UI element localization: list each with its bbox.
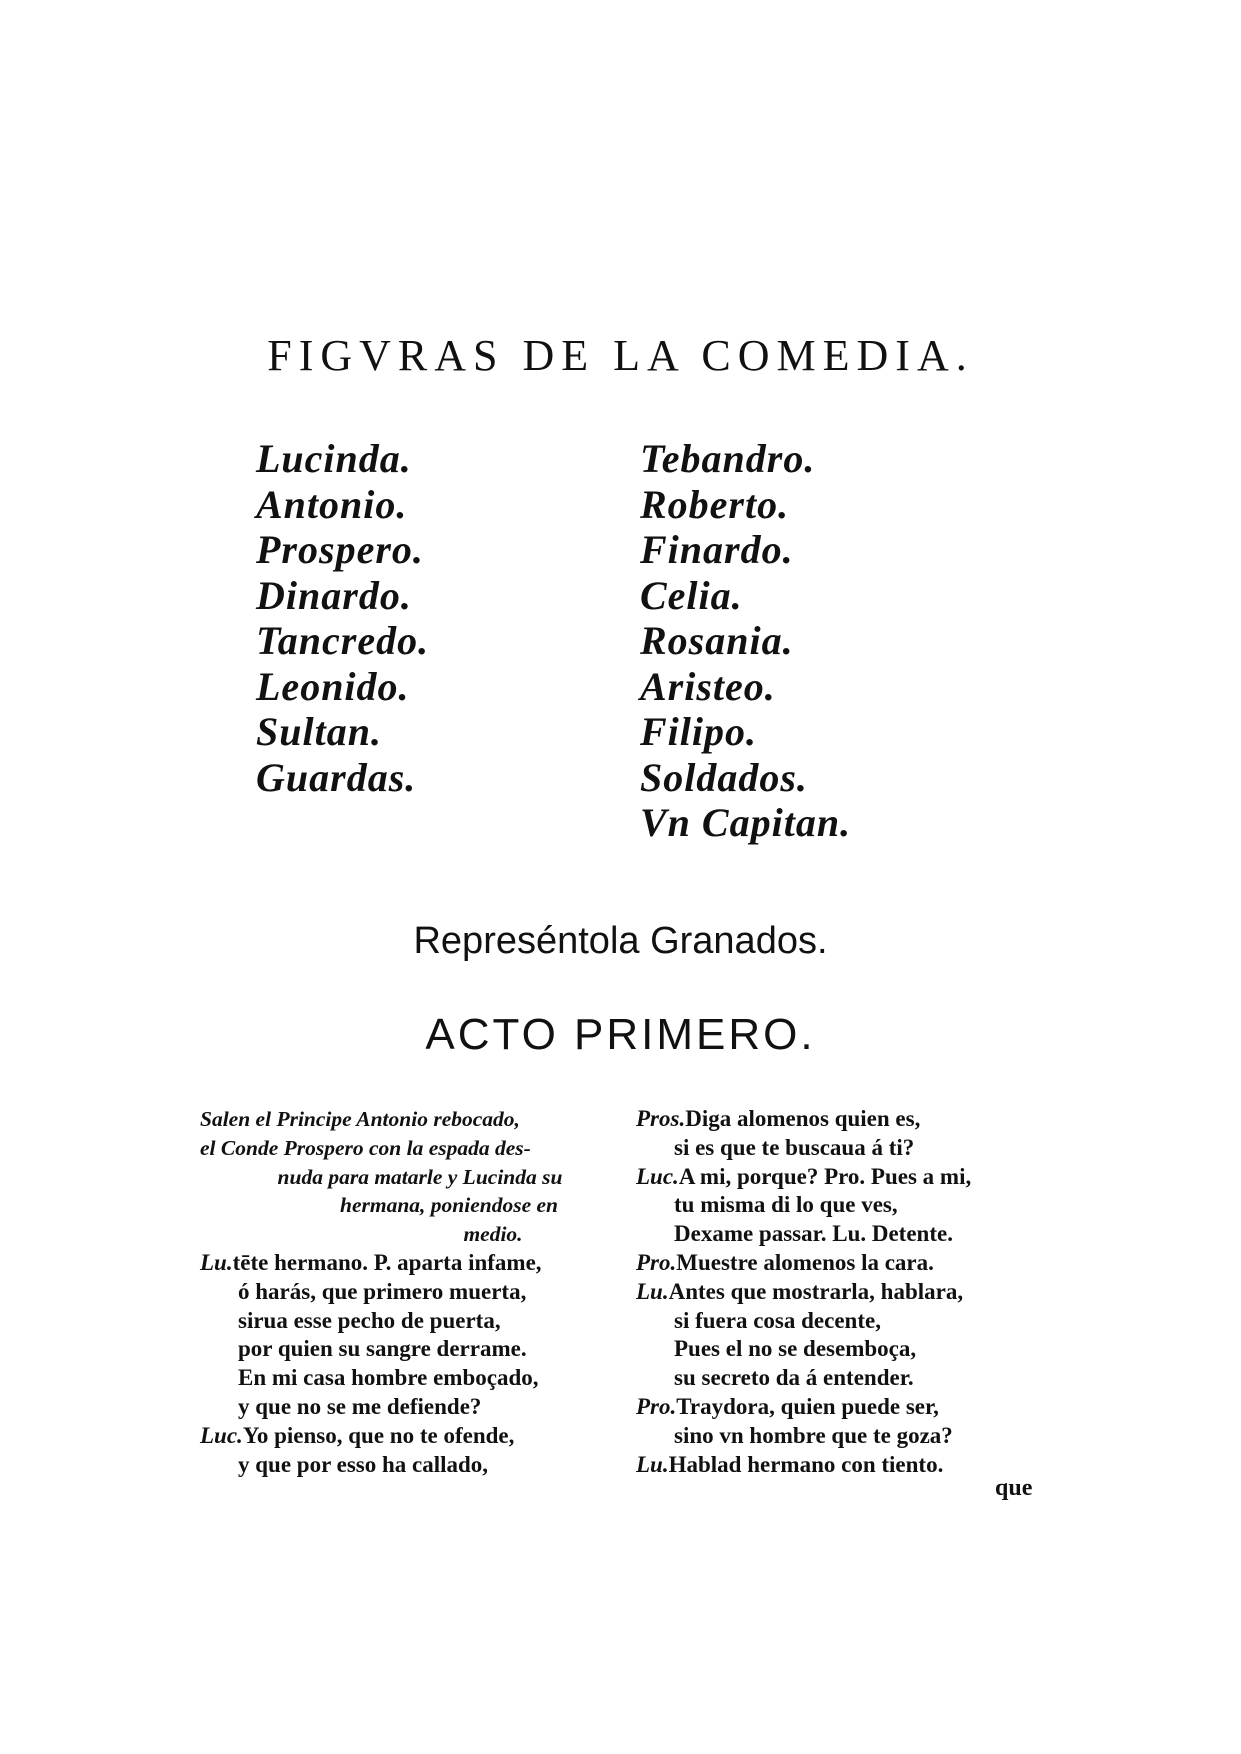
verse-line <box>636 1422 1056 1451</box>
cast-member: Tancredo. <box>256 618 430 663</box>
verse-text: sirua esse pecho de puerta, <box>238 1307 501 1333</box>
cast-member: Leonido. <box>256 663 410 709</box>
verse-text: sino vn hombre que te goza? <box>674 1422 953 1448</box>
verse-line <box>636 1191 1056 1220</box>
cast-member: Guardas. <box>256 754 417 800</box>
speaker-tag: Pro. <box>636 1249 677 1275</box>
stage-direction-line: hermana, poniendose en <box>339 1193 558 1218</box>
text-column-left <box>200 1105 610 1479</box>
cast-member: Antonio. <box>256 481 408 527</box>
verse-text: Traydora, quien puede ser, <box>676 1393 939 1419</box>
stage-direction <box>200 1105 610 1249</box>
cast-list-right <box>640 436 851 846</box>
cast-member: Vn Capitan. <box>640 800 852 845</box>
cast-list-left <box>256 436 429 800</box>
speaker-tag: Pros. <box>636 1106 686 1131</box>
verse-line <box>636 1278 1056 1307</box>
speaker-tag: Lu. <box>636 1278 669 1304</box>
verse-text: su secreto da á entender. <box>674 1365 914 1391</box>
cast-member: Aristeo. <box>640 663 776 709</box>
verse-text: A mi, porque? Pro. Pues a mi, <box>678 1163 972 1189</box>
stage-direction-line: nuda para matarle y Lucinda su <box>277 1164 563 1189</box>
verse-text: Pues el no se desemboça, <box>674 1336 917 1362</box>
stage-direction-line: medio. <box>463 1222 523 1247</box>
verse-line <box>636 1134 1056 1163</box>
verse-line <box>636 1451 1056 1480</box>
verse-line <box>636 1105 1056 1134</box>
verse-text: Yo pienso, que no te ofende, <box>242 1422 515 1448</box>
speaker-tag: Lu. <box>200 1249 233 1275</box>
cast-member: Sultan. <box>256 709 382 754</box>
verse-line <box>200 1278 610 1307</box>
speaker-tag: Pro. <box>636 1393 677 1419</box>
verse-line <box>200 1422 610 1451</box>
speaker-tag: Lu. <box>636 1451 669 1477</box>
verse-line <box>200 1393 610 1422</box>
text-column-right <box>636 1105 1056 1479</box>
cast-heading: FIGVRAS DE LA COMEDIA. <box>267 331 974 380</box>
cast-member: Lucinda. <box>256 436 412 481</box>
verse-text: y que por esso ha callado, <box>238 1451 489 1477</box>
verse-line <box>200 1307 610 1336</box>
verse-line <box>636 1220 1056 1249</box>
verse-line <box>636 1335 1056 1364</box>
verse-line <box>636 1364 1056 1393</box>
speaker-tag: Luc. <box>636 1163 679 1189</box>
verse-text: y que no se me defiende? <box>238 1393 482 1419</box>
cast-member: Soldados. <box>640 754 808 800</box>
verse-text: Diga alomenos quien es, <box>685 1106 921 1131</box>
cast-member: Celia. <box>640 572 743 618</box>
verse-line <box>200 1451 610 1480</box>
verse-text: si es que te buscaua á ti? <box>674 1134 915 1160</box>
verse-line <box>200 1364 610 1393</box>
cast-member: Rosania. <box>640 618 794 663</box>
verse-line <box>200 1335 610 1364</box>
verse-text: Muestre alomenos la cara. <box>676 1249 934 1275</box>
act-title: ACTO PRIMERO. <box>425 1010 816 1059</box>
verse-text: Hablad hermano con tiento. <box>668 1451 944 1477</box>
verse-line <box>636 1307 1056 1336</box>
catchword: que <box>995 1475 1033 1501</box>
verse-text: Dexame passar. Lu. Detente. <box>674 1221 953 1247</box>
stage-direction-line: Salen el Principe Antonio rebocado, <box>200 1107 520 1131</box>
verse-text: tēte hermano. P. aparta infame, <box>232 1249 542 1275</box>
verse-text: Antes que mostrarla, hablara, <box>668 1278 964 1304</box>
speaker-tag: Luc. <box>200 1422 243 1448</box>
stage-direction-line: el Conde Prospero con la espada des- <box>200 1135 531 1160</box>
cast-member: Finardo. <box>640 527 794 572</box>
cast-member: Dinardo. <box>256 572 412 618</box>
cast-member: Prospero. <box>256 527 424 572</box>
cast-member: Tebandro. <box>640 436 816 481</box>
verse-text: por quien su sangre derrame. <box>238 1336 527 1362</box>
verse-line <box>636 1393 1056 1422</box>
performer-note: Represéntola Granados. <box>413 920 828 962</box>
cast-member: Roberto. <box>640 481 790 527</box>
verse-text: tu misma di lo que ves, <box>674 1192 898 1218</box>
verse-line <box>636 1249 1056 1278</box>
verse-text: si fuera cosa decente, <box>674 1307 881 1333</box>
verse-text: ó harás, que primero muerta, <box>238 1278 527 1304</box>
cast-member: Filipo. <box>640 709 758 754</box>
verse-line <box>636 1163 1056 1192</box>
verse-text: En mi casa hombre emboçado, <box>238 1365 539 1391</box>
verse-line <box>200 1249 610 1278</box>
